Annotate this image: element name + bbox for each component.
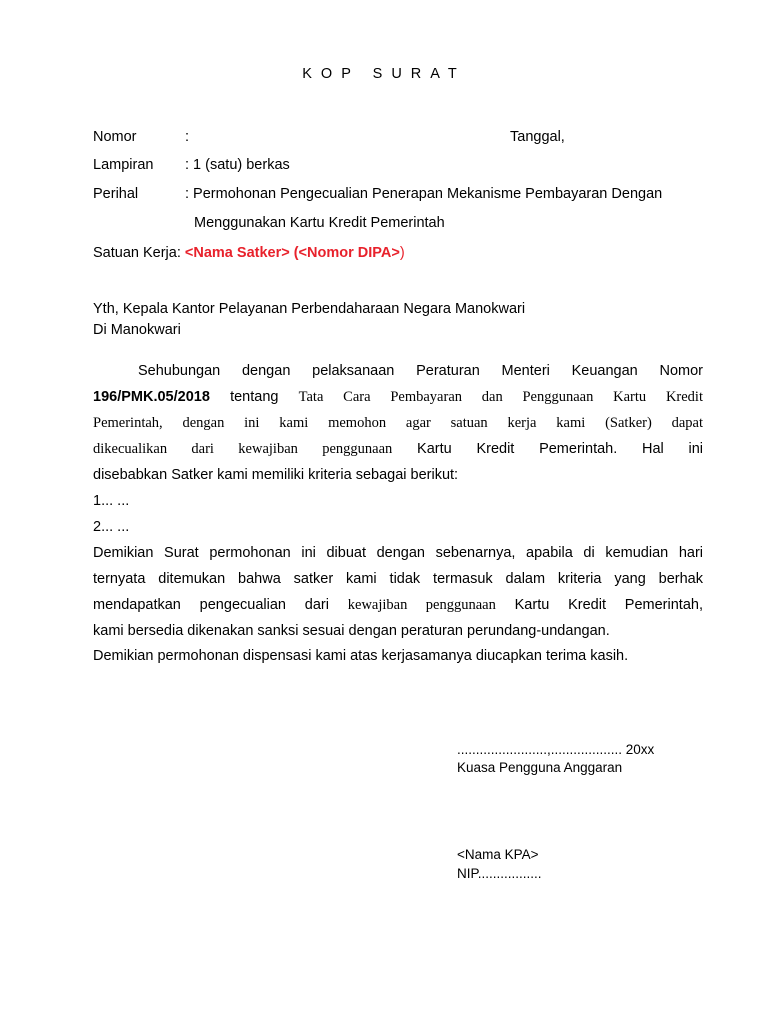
perihal-label: Perihal — [93, 186, 139, 202]
criteria-item-2: 2... ... — [93, 519, 130, 535]
satker-line — [93, 245, 405, 261]
nomor-colon: : — [185, 129, 190, 145]
satker-label: Satuan Kerja: — [93, 245, 181, 261]
body-p2-line4: kami bersedia dikenakan sanksi sesuai dengan peraturan perundang-undangan. — [93, 623, 610, 639]
body-p2-line3 — [93, 592, 703, 618]
body-p1-line4 — [93, 436, 703, 462]
body-p1-line4-serif: dikecualikan dari kewajiban penggunaan — [93, 441, 393, 457]
signature-nip: NIP................. — [457, 866, 542, 881]
recipient-line-2: Di Manokwari — [93, 322, 181, 338]
body-p2-line2: ternyata ditemukan bahwa satker kami tidak termasuk dalam kriteria yang berhak — [93, 571, 703, 587]
lampiran-value: : 1 (satu) berkas — [185, 157, 290, 173]
lampiran-label: Lampiran — [93, 157, 154, 173]
regulation-title-1: Tata Cara Pembayaran dan Penggunaan Kartu Kredit — [298, 389, 703, 405]
body-p1-line1: Sehubungan dengan pelaksanaan Peraturan Menteri Keuangan Nomor — [138, 363, 703, 379]
body-p1-line2 — [93, 384, 703, 410]
tanggal-label: Tanggal, — [510, 129, 565, 145]
recipient-line-1: Yth, Kepala Kantor Pelayanan Perbendaharaan Negara Manokwari — [93, 301, 526, 317]
body-p1-line5: disebabkan Satker kami memiliki kriteria sebagai berikut: — [93, 467, 459, 483]
signature-date: ........................,................... 20xx — [457, 742, 655, 757]
body-p1-line4-rest: Kartu Kredit Pemerintah. Hal ini — [417, 441, 704, 457]
perihal-line-1: : Permohonan Pengecualian Penerapan Mekanisme Pembayaran Dengan — [185, 186, 663, 202]
body-p2-line3-serif: kewajiban penggunaan — [347, 597, 496, 613]
body-p1-line3: Pemerintah, dengan ini kami memohon agar satuan kerja kami (Satker) dapat — [93, 415, 703, 431]
criteria-item-1: 1... ... — [93, 493, 130, 509]
body-p2-line3-b: Kartu Kredit Pemerintah, — [514, 597, 703, 613]
regulation-number: 196/PMK.05/2018 — [93, 389, 210, 405]
tentang-word: tentang — [230, 389, 279, 405]
perihal-line-2: Menggunakan Kartu Kredit Pemerintah — [194, 215, 445, 231]
signature-position: Kuasa Pengguna Anggaran — [457, 760, 623, 775]
body-p2-line3-a: mendapatkan pengecualian dari — [93, 597, 329, 613]
body-p2-line1: Demikian Surat permohonan ini dibuat dengan sebenarnya, apabila di kemudian hari — [93, 545, 703, 561]
letterhead-title: KOP SURAT — [302, 66, 466, 82]
nomor-label: Nomor — [93, 129, 137, 145]
satker-placeholder: <Nama Satker> (<Nomor DIPA> — [184, 245, 400, 261]
satker-close: ) — [399, 245, 405, 261]
body-p3: Demikian permohonan dispensasi kami atas kerjasamanya diucapkan terima kasih. — [93, 648, 629, 664]
signature-name: <Nama KPA> — [457, 847, 539, 862]
